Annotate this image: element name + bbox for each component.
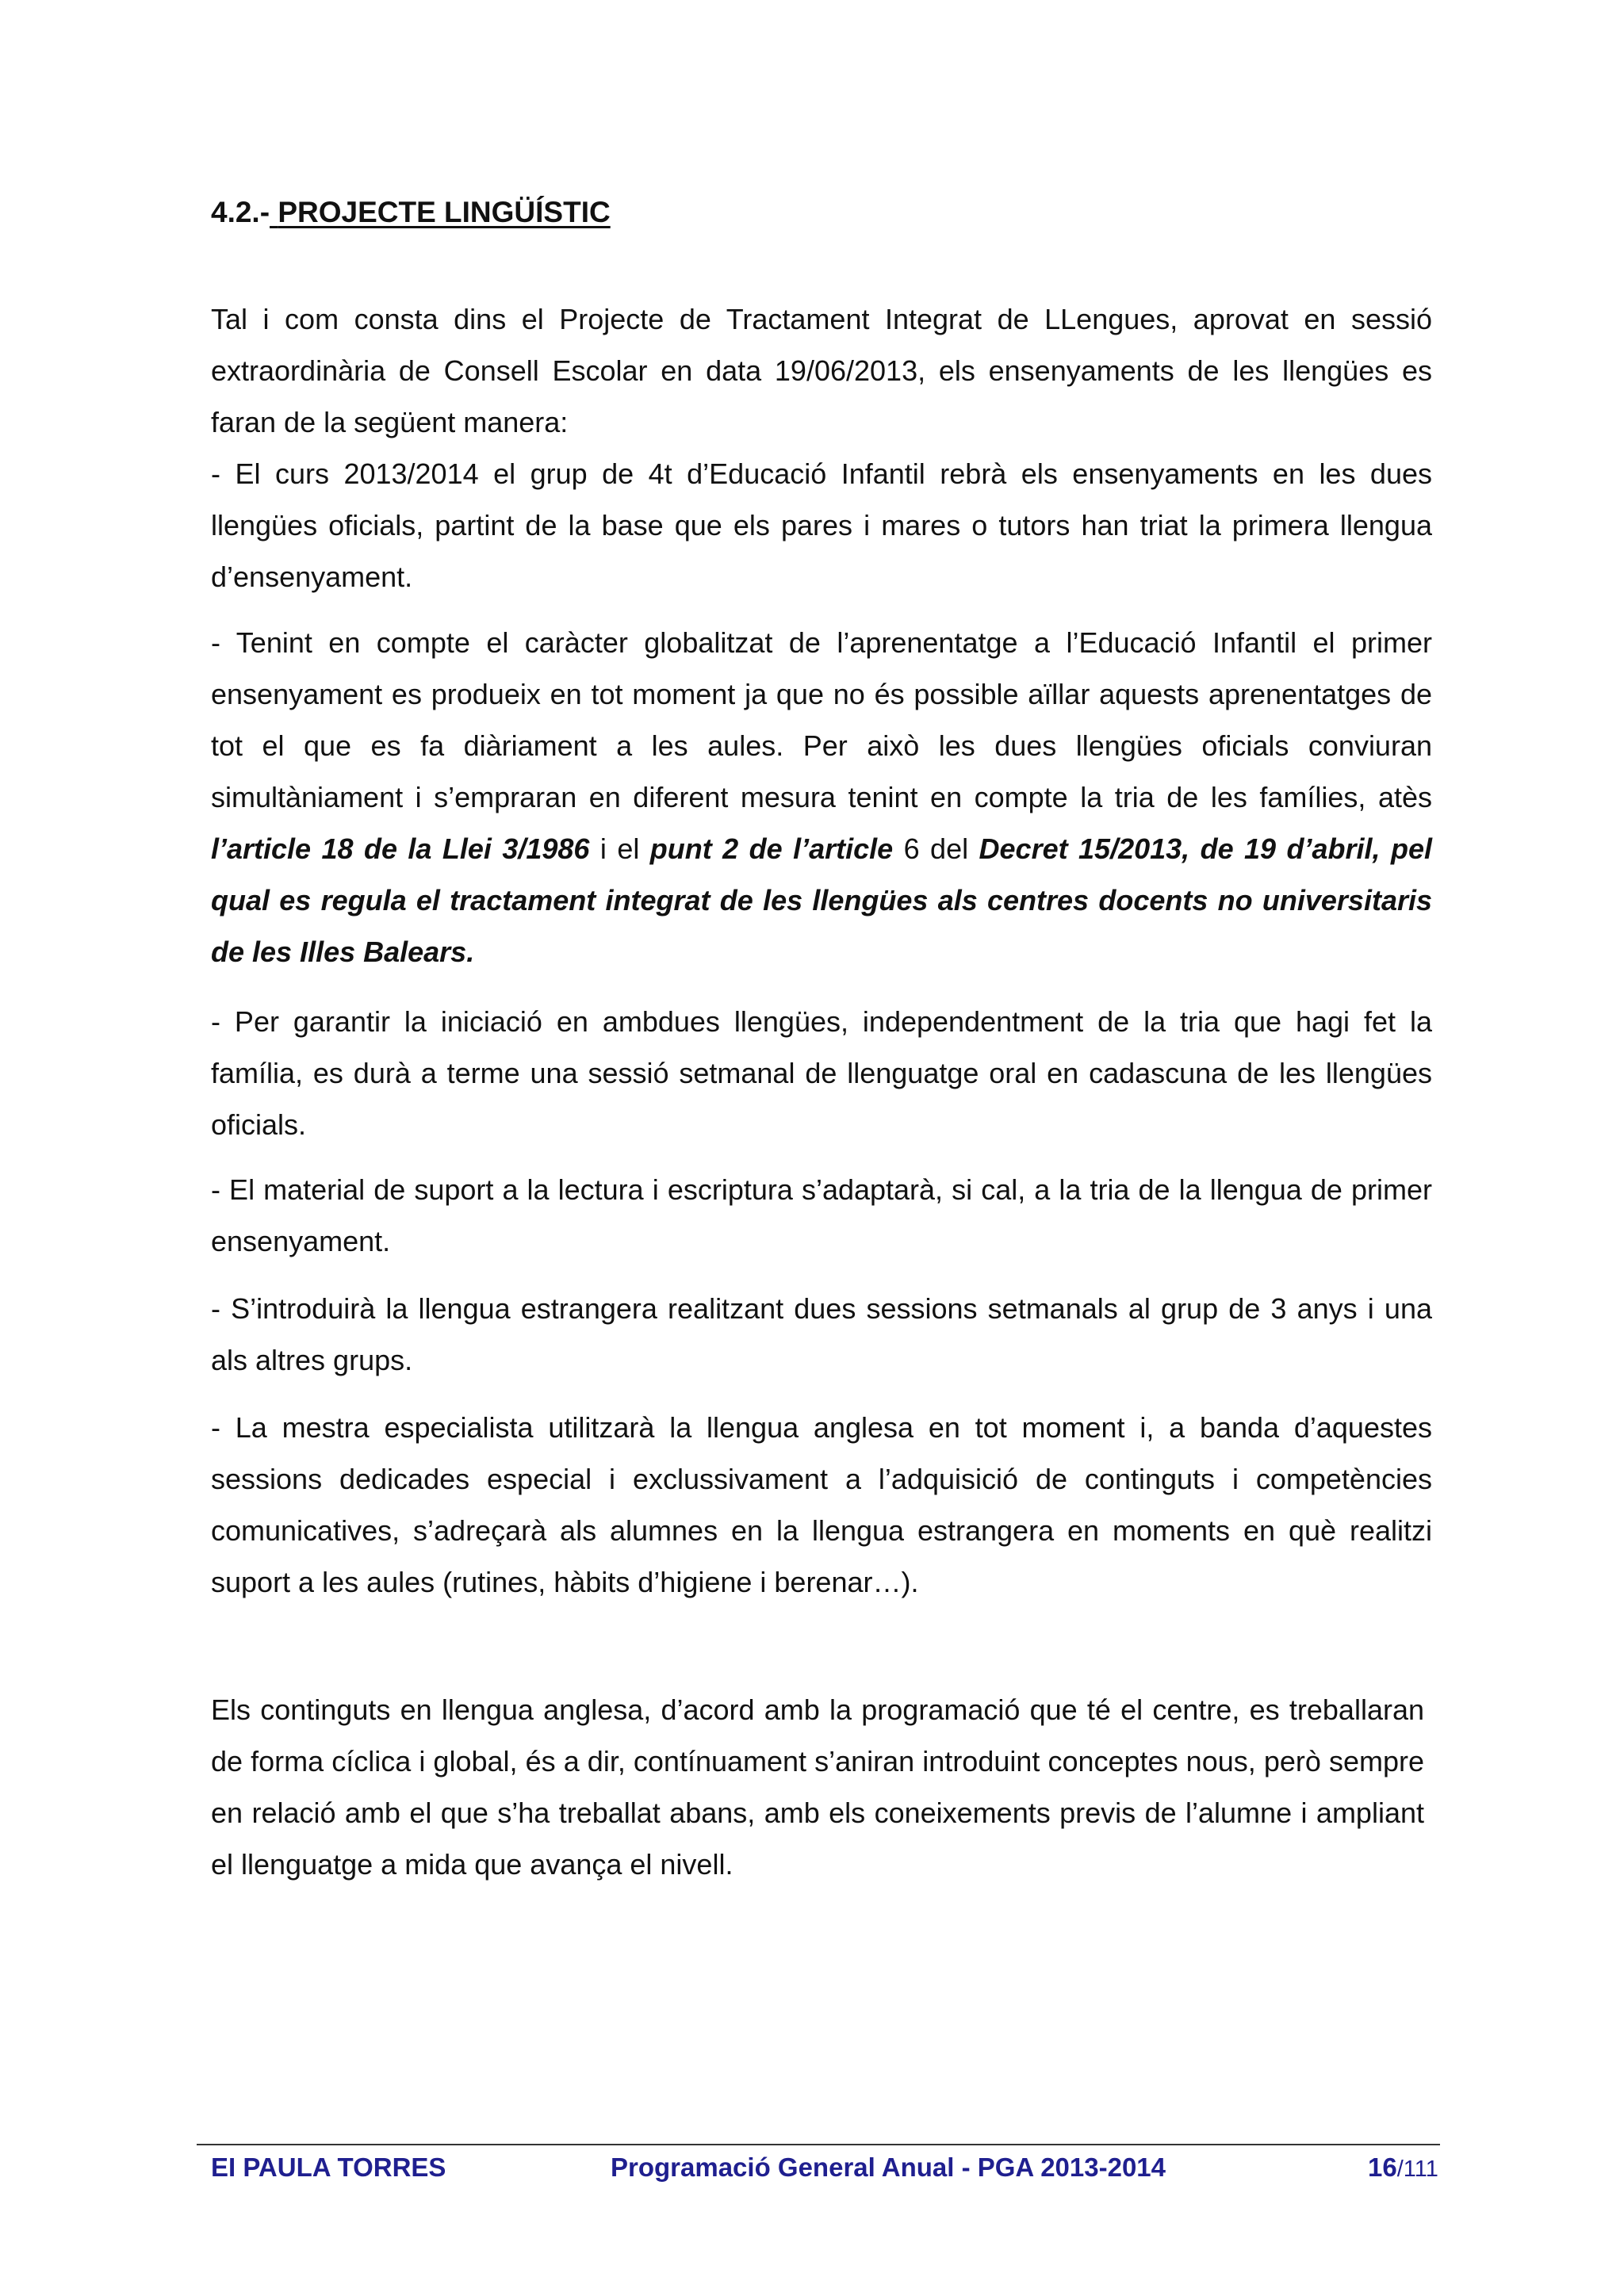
section-heading bbox=[211, 193, 611, 232]
section-title: PROJECTE LINGÜÍSTIC bbox=[278, 196, 611, 228]
bullet-2-part-e: 6 del bbox=[893, 832, 979, 865]
footer-school-name: EI PAULA TORRES bbox=[211, 2152, 446, 2182]
bullet-2-text bbox=[211, 617, 1432, 978]
section-number: 4.2.- bbox=[211, 196, 270, 228]
bullet-paragraph-3 bbox=[211, 996, 1432, 1150]
intro-text: Tal i com consta dins el Projecte de Tractament Integrat de LLengues, aprovat en sessió extraordinària de Consell Escolar en data 19/06/2013, els ensenyaments de les llengües es faran de la següent manera: bbox=[211, 303, 1432, 438]
article-reference: punt 2 de l’article bbox=[649, 832, 894, 865]
page-current: 16 bbox=[1368, 2152, 1397, 2182]
bullet-paragraph-4 bbox=[211, 1164, 1432, 1267]
final-paragraph bbox=[211, 1684, 1424, 1890]
bullet-3-text: - Per garantir la iniciació en ambdues llengües, independentment de la tria que hagi fet la família, es durà a terme una sessió setmanal de llenguatge oral en cadascuna de les llengües oficials. bbox=[211, 1005, 1432, 1141]
bullet-paragraph-2 bbox=[211, 617, 1432, 978]
bullet-2-part-a: - Tenint en compte el caràcter globalitzat de l’aprenentatge a l’Educació Infantil el primer ensenyament es produeix en tot moment ja que no és possible aïllar aquests aprenentatges de tot el que es fa diàriament a les aules. Per això les dues llengües oficials conviuran simultàniament i s’empraran en diferent mesura tenint en compte la tria de les famílies, atès bbox=[211, 626, 1432, 813]
final-text: Els continguts en llengua anglesa, d’acord amb la programació que té el centre, es treballaran de forma cíclica i global, és a dir, contínuament s’aniran introduint conceptes nous, però sempre en relació amb el que s’ha treballat abans, amb els coneixements previs de l’alumne i ampliant el llenguatge a mida que avança el nivell. bbox=[211, 1693, 1424, 1881]
bullet-paragraph-1 bbox=[211, 448, 1432, 603]
intro-paragraph bbox=[211, 293, 1432, 448]
page-total: /111 bbox=[1396, 2156, 1438, 2182]
bullet-5-text: - S’introduirà la llengua estrangera realitzant dues sessions setmanals al grup de 3 anys i una als altres grups. bbox=[211, 1292, 1432, 1376]
footer-divider bbox=[197, 2144, 1440, 2145]
bullet-4-text: - El material de suport a la lectura i escriptura s’adaptarà, si cal, a la tria de la llengua de primer ensenyament. bbox=[211, 1173, 1432, 1257]
decree-reference: Decret 15/2013, de 19 d’abril, pel qual es regula el tractament integrat de les llengües als centres docents no universitaris de les Illes Balears. bbox=[211, 832, 1432, 968]
bullet-paragraph-5 bbox=[211, 1283, 1432, 1386]
bullet-1-text: - El curs 2013/2014 el grup de 4t d’Educació Infantil rebrà els ensenyaments en les dues llengües oficials, partint de la base que els pares i mares o tutors han triat la primera llengua d’ensenyament. bbox=[211, 457, 1432, 593]
law-reference: l’article 18 de la Llei 3/1986 bbox=[211, 832, 590, 865]
footer-document-title: Programació General Anual - PGA 2013-2014 bbox=[611, 2152, 1166, 2182]
bullet-paragraph-6 bbox=[211, 1402, 1432, 1608]
footer-page-number bbox=[1368, 2150, 1438, 2187]
bullet-2-part-c: i el bbox=[589, 832, 650, 865]
bullet-6-text: - La mestra especialista utilitzarà la llengua anglesa en tot moment i, a banda d’aquestes sessions dedicades especial i exclussivament a l’adquisició de continguts i competències comunicatives, s’adreçarà als alumnes en la llengua estrangera en moments en què realitzi suport a les aules (rutines, hàbits d’higiene i berenar…). bbox=[211, 1411, 1432, 1598]
